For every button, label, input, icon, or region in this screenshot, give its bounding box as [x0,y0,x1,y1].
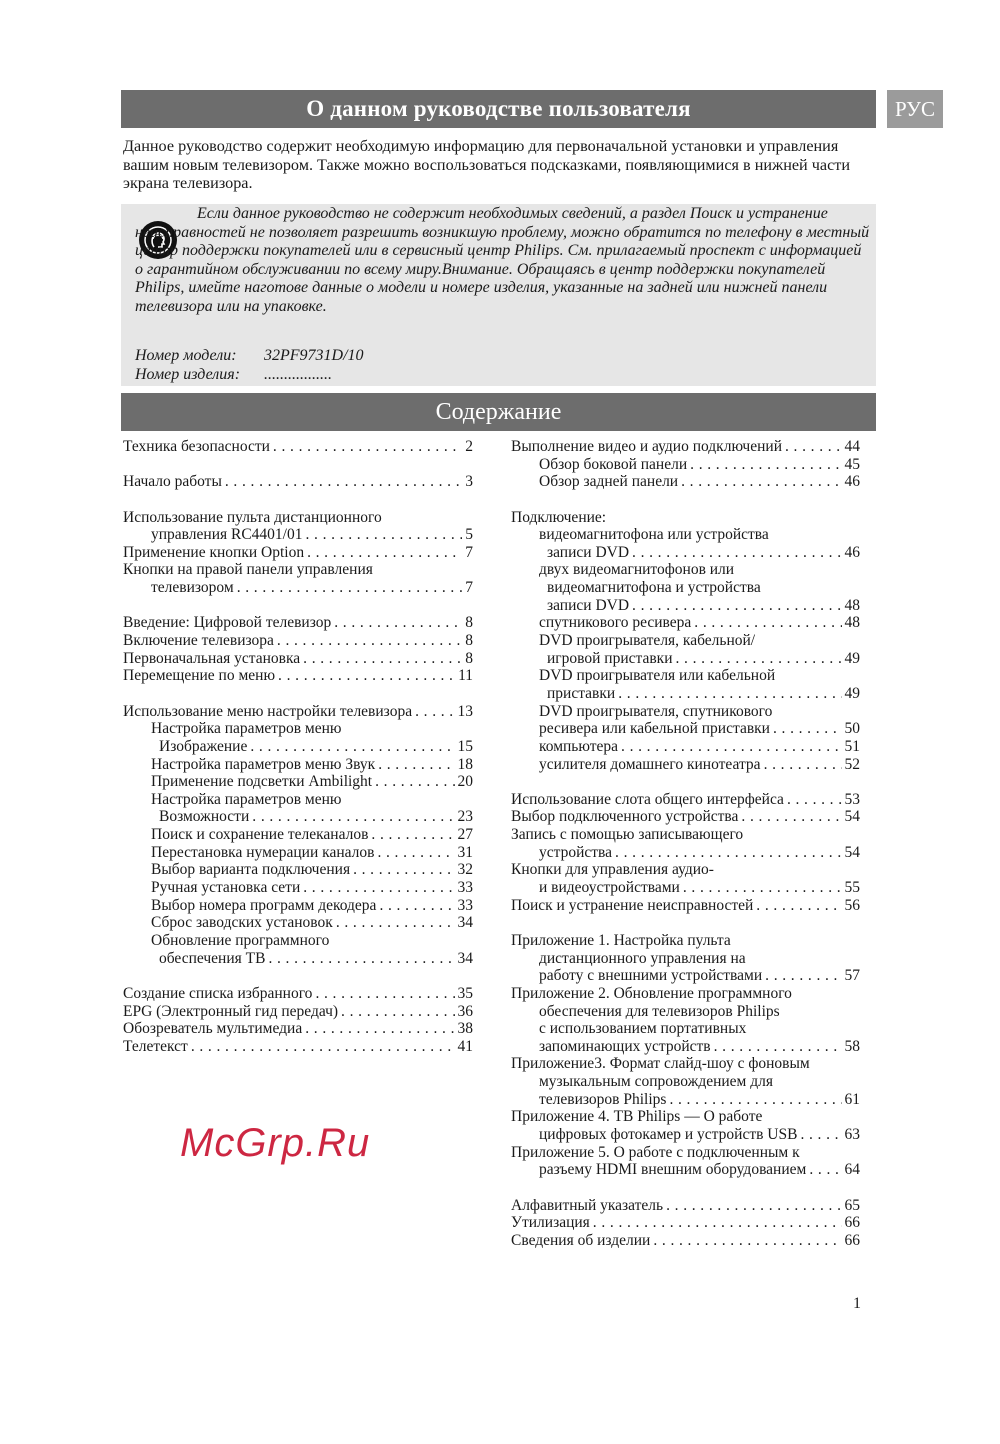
toc-entry-title: обеспечения ТВ [159,949,266,967]
toc-entry-title: Возможности [159,808,250,826]
toc-entry-page: 61 [844,1090,860,1108]
toc-spacer [511,914,860,932]
toc-entry[interactable] [123,791,473,809]
toc-entry-page: 54 [844,843,860,861]
toc-entry-title: Приложение 5. О работе с подключенным к [511,1143,800,1161]
toc-entry[interactable] [511,720,860,738]
dot-leader [787,791,842,809]
toc-entry[interactable] [123,509,473,527]
dot-leader [303,879,454,897]
toc-left-column [123,438,473,1055]
toc-right-column [511,438,860,1249]
toc-entry-title: Обзор боковой панели [539,455,688,473]
toc-entry-title: записи DVD [547,596,630,614]
toc-entry-page: 8 [465,632,473,650]
toc-entry-title: Выбор подключенного устройства [511,808,739,826]
dot-leader [191,1038,455,1056]
dot-leader [666,1197,841,1215]
toc-entry[interactable] [511,703,860,721]
toc-entry-page: 55 [844,879,860,897]
toc-entry[interactable] [511,950,860,968]
toc-entry[interactable] [511,1108,860,1126]
toc-entry[interactable] [511,650,860,668]
dot-leader [277,632,462,650]
toc-entry-page: 49 [844,684,860,702]
toc-entry-title: музыкальным сопровождением для [539,1073,773,1091]
toc-entry-page: 31 [457,843,473,861]
note-text: Если данное руководство не содержит необходимых сведений, а раздел Поиск и устранение неисправностей не позволяет разрешить возникшую проблему, можно обратится по телефону в местный центр поддержки покупателей или в сервисный центр Philips. См. прилагаемый проспект с информацией о гарантийном обслуживании по всему миру.Внимание. Обращаясь в центр поддержки покупателей Philips, имейте наготове данные о модели и номере изделия, указанные на задней или нижней панели телевизора или на упаковке. [135,205,870,315]
toc-entry[interactable] [123,438,473,456]
toc-spacer [123,685,473,703]
dot-leader [618,685,841,703]
dot-leader [303,650,462,668]
dot-leader [800,1126,841,1144]
toc-entry-page: 7 [465,543,473,561]
toc-entry[interactable] [511,597,860,615]
dot-leader [377,844,454,862]
toc-entry-title: цифровых фотокамер и устройств USB [539,1125,798,1143]
dot-leader [378,756,454,774]
watermark: McGrp.Ru [180,1121,371,1165]
toc-entry[interactable] [123,703,473,721]
toc-entry[interactable] [511,1232,860,1250]
dot-leader [765,967,841,985]
dot-leader [334,614,462,632]
contents-heading: Содержание [121,393,876,431]
dot-leader [379,897,454,915]
toc-entry-title: Запись с помощью записывающего [511,826,744,844]
toc-entry-page: 44 [844,438,860,455]
dot-leader [225,473,462,491]
toc-entry[interactable] [511,738,860,756]
toc-entry-title: Кнопки на правой панели управления [123,561,373,579]
toc-entry-title: устройства [539,843,613,861]
toc-entry-title: видеомагнитофона и устройства [547,579,761,597]
toc-entry-title: запоминающих устройств [539,1037,711,1055]
toc-entry-page: 7 [465,579,473,597]
intro-paragraph: Данное руководство содержит необходимую информацию для первоначальной установки и управления вашим новым телевизором. Также можно воспользоваться подсказками, появляющимися в нижней части экрана телевизора. [123,137,851,192]
dot-leader [773,720,842,738]
toc-entry-title: Обновление программного [151,931,330,949]
toc-entry-page: 32 [457,861,473,879]
toc-entry-title: разъему HDMI внешним оборудованием [539,1161,807,1179]
toc-entry-title: обеспечения для телевизоров Philips [539,1002,780,1020]
toc-entry-title: работу с внешними устройствами [539,967,763,985]
toc-entry-page: 65 [844,1196,860,1214]
toc-entry-title: Алфавитный указатель [511,1196,664,1214]
dot-leader [809,1161,841,1179]
toc-entry-title: Использование пульта дистанционного [123,508,382,526]
toc-entry-title: Настройка параметров меню Звук [151,755,376,773]
toc-spacer [511,491,860,509]
toc-entry-page: 56 [844,896,860,914]
toc-entry[interactable] [123,808,473,826]
dot-leader [593,1214,842,1232]
toc-entry-title: Изображение [159,737,248,755]
toc-entry[interactable] [123,1020,473,1038]
toc-entry[interactable] [511,1091,860,1109]
toc-spacer [511,773,860,791]
toc-entry-title: Введение: Цифровой телевизор [123,614,332,632]
dot-leader [305,526,462,544]
toc-entry[interactable] [511,1038,860,1056]
toc-entry-page: 36 [457,1002,473,1020]
toc-entry-title: Настройка параметров меню [151,790,342,808]
toc-entry[interactable] [123,650,473,668]
toc-entry-page: 11 [458,667,473,685]
dot-leader [669,1091,841,1109]
toc-entry-title: игровой приставки [547,649,673,667]
toc-entry[interactable] [123,844,473,862]
serial-value: ................. [264,365,332,383]
toc-entry-page: 48 [844,596,860,614]
toc-entry-title: Выполнение видео и аудио подключений [511,438,782,455]
dot-leader [694,614,841,632]
toc-entry-title: Применение кнопки Option [123,543,305,561]
toc-entry-page: 51 [844,737,860,755]
toc-entry-title: Поиск и сохранение телеканалов [151,826,369,844]
toc-entry-title: Первоначальная установка [123,649,301,667]
dot-leader [375,773,454,791]
toc-entry-page: 48 [844,614,860,632]
toc-entry-title: Приложение 4. ТВ Philips — О работе [511,1108,763,1126]
dot-leader [653,1232,841,1250]
page-number: 1 [853,1295,861,1312]
dot-leader [714,1038,842,1056]
model-value: 32PF9731D/10 [264,347,364,364]
toc-entry[interactable] [511,1020,860,1038]
toc-entry[interactable] [511,1214,860,1232]
toc-entry-page: 27 [457,826,473,844]
toc-entry[interactable] [511,861,860,879]
toc-entry[interactable] [511,614,860,632]
toc-entry[interactable] [511,509,860,527]
toc-entry-title: Приложение 2. Обновление программного [511,984,792,1002]
toc-entry-page: 63 [844,1125,860,1143]
toc-entry-page: 15 [457,737,473,755]
dot-leader [683,879,842,897]
toc-entry-page: 57 [844,967,860,985]
toc-entry[interactable] [123,667,473,685]
toc-entry[interactable] [511,685,860,703]
dot-leader [250,738,454,756]
dot-leader [756,897,841,915]
toc-entry-title: DVD проигрывателя или кабельной [539,667,776,685]
toc-entry[interactable] [511,897,860,915]
toc-entry-title: спутникового ресивера [539,614,692,632]
toc-entry[interactable] [511,579,860,597]
toc-entry-page: 23 [457,808,473,826]
toc-entry-title: усилителя домашнего кинотеатра [539,755,761,773]
toc-entry[interactable] [511,561,860,579]
toc-entry-title: Начало работы [123,473,222,491]
toc-entry[interactable] [123,897,473,915]
toc-entry[interactable] [511,932,860,950]
toc-entry-title: Обозреватель мультимедиа [123,1020,303,1038]
dot-leader [278,667,455,685]
toc-entry[interactable] [123,879,473,897]
toc-entry[interactable] [511,1003,860,1021]
toc-entry-title: EPG (Электронный гид передач) [123,1002,339,1020]
toc-entry[interactable] [123,738,473,756]
toc-entry[interactable] [123,932,473,950]
dot-leader [741,808,841,826]
toc-entry-page: 49 [844,649,860,667]
toc-entry[interactable] [511,1126,860,1144]
toc-entry[interactable] [123,861,473,879]
toc-entry[interactable] [123,950,473,968]
toc-entry-page: 46 [844,543,860,561]
dot-leader [305,1020,454,1038]
toc-entry-page: 34 [457,949,473,967]
toc-entry-title: телевизоров Philips [539,1090,667,1108]
toc-entry[interactable] [123,526,473,544]
support-note [121,204,876,386]
toc-entry-page: 41 [457,1037,473,1055]
toc-entry[interactable] [123,614,473,632]
toc-entry[interactable] [511,808,860,826]
toc-entry-title: Приложение 1. Настройка пульта [511,931,731,949]
toc-entry[interactable] [123,985,473,1003]
toc-spacer [123,967,473,985]
toc-entry-title: двух видеомагнитофонов или [539,561,735,579]
language-tab: РУС [887,90,943,128]
toc-entry-title: Техника безопасности [123,438,270,455]
toc-entry-page: 66 [844,1214,860,1232]
dot-leader [690,456,841,474]
toc-entry-title: Использование меню настройки телевизора [123,702,413,720]
toc-spacer [123,456,473,474]
toc-entry-page: 52 [844,755,860,773]
toc-entry[interactable] [511,844,860,862]
dot-leader [615,844,841,862]
toc-entry-title: Обзор задней панели [539,473,679,491]
toc-entry[interactable] [123,632,473,650]
toc-entry[interactable] [511,985,860,1003]
toc-entry[interactable] [511,1161,860,1179]
toc-entry-title: управления RC4401/01 [151,526,303,544]
toc-entry-title: Подключение: [511,508,607,526]
toc-entry-title: и видеоустройствами [539,879,680,897]
toc-entry-title: Выбор варианта подключения [151,861,351,879]
toc-entry-page: 46 [844,473,860,491]
toc-entry[interactable] [511,791,860,809]
dot-leader [764,756,842,774]
toc-entry-title: телевизором [151,579,234,597]
model-label: Номер модели: [135,347,237,364]
toc-entry-title: Поиск и устранение неисправностей [511,896,754,914]
toc-entry[interactable] [511,667,860,685]
toc-entry-title: приставки [547,684,616,702]
toc-entry-title: Использование слота общего интерфейса [511,790,784,808]
toc-entry[interactable] [123,914,473,932]
toc-entry[interactable] [123,544,473,562]
toc-entry[interactable] [123,1003,473,1021]
toc-entry[interactable] [511,967,860,985]
dot-leader [621,738,841,756]
dot-leader [632,597,841,615]
toc-entry[interactable] [123,756,473,774]
dot-leader [371,826,454,844]
toc-entry[interactable] [511,632,860,650]
toc-entry-page: 45 [844,455,860,473]
toc-entry-page: 13 [457,702,473,720]
toc-entry[interactable] [123,720,473,738]
dot-leader [315,985,454,1003]
toc-entry-title: Включение телевизора [123,632,274,650]
toc-entry-page: 53 [844,790,860,808]
toc-entry-page: 8 [465,649,473,667]
toc-entry[interactable] [511,473,860,491]
toc-entry-page: 64 [844,1161,860,1179]
toc-entry[interactable] [123,773,473,791]
dot-leader [268,950,454,968]
toc-entry-page: 33 [457,879,473,897]
dot-leader [415,703,454,721]
dot-leader [237,579,463,597]
toc-entry-page: 66 [844,1231,860,1249]
toc-entry-title: DVD проигрывателя, спутникового [539,702,773,720]
toc-entry[interactable] [511,456,860,474]
dot-leader [353,861,454,879]
toc-entry-title: компьютера [539,737,619,755]
toc-entry-page: 8 [465,614,473,632]
toc-entry-title: с использованием портативных [539,1020,747,1038]
toc-entry-title: Утилизация [511,1214,590,1232]
dot-leader [273,438,462,456]
toc-entry-title: Ручная установка сети [151,879,301,897]
toc-entry-title: записи DVD [547,543,630,561]
toc-entry[interactable] [123,826,473,844]
dot-leader [632,544,841,562]
dot-leader [341,1003,454,1021]
dot-leader [252,808,454,826]
toc-spacer [123,491,473,509]
toc-entry[interactable] [511,826,860,844]
dot-leader [336,914,455,932]
toc-entry-title: видеомагнитофона или устройства [539,526,769,544]
toc-entry-page: 35 [457,984,473,1002]
toc-entry-title: Выбор номера программ декодера [151,896,377,914]
toc-entry-page: 18 [457,755,473,773]
dot-leader [785,438,842,456]
toc-entry[interactable] [123,1038,473,1056]
toc-entry-title: Телетекст [123,1037,188,1055]
toc-entry-title: Сведения об изделии [511,1231,651,1249]
toc-entry[interactable] [123,473,473,491]
toc-entry-title: Перемещение по меню [123,667,276,685]
toc-entry-page: 38 [457,1020,473,1038]
toc-entry[interactable] [511,1055,860,1073]
dot-leader [676,650,842,668]
toc-entry[interactable] [511,1197,860,1215]
toc-entry-title: Настройка параметров меню [151,720,342,738]
toc-entry-title: Приложение3. Формат слайд-шоу с фоновым [511,1055,810,1073]
toc-spacer [511,1179,860,1197]
model-info [135,347,364,384]
toc-entry-title: DVD проигрывателя, кабельной/ [539,632,756,650]
toc-entry-title: ресивера или кабельной приставки [539,720,770,738]
toc-entry[interactable] [123,579,473,597]
page-title: О данном руководстве пользователя [121,90,876,128]
serial-label: Номер изделия: [135,365,241,383]
toc-entry[interactable] [511,879,860,897]
toc-entry-page: 2 [465,438,473,455]
toc-entry-page: 5 [465,526,473,544]
toc-entry[interactable] [511,1073,860,1091]
toc-entry-page: 20 [457,773,473,791]
toc-spacer [123,597,473,615]
toc-entry-page: 50 [844,720,860,738]
toc-entry[interactable] [511,438,860,456]
toc-entry[interactable] [511,544,860,562]
dot-leader [307,544,462,562]
toc-entry-page: 58 [844,1037,860,1055]
toc-entry-page: 34 [457,914,473,932]
toc-entry[interactable] [511,1144,860,1162]
toc-entry-title: Кнопки для управления аудио- [511,861,714,879]
toc-entry-title: Сброс заводских установок [151,914,333,932]
toc-entry-title: Применение подсветки Ambilight [151,773,373,791]
toc-entry-page: 3 [465,473,473,491]
toc-entry[interactable] [511,526,860,544]
dot-leader [681,473,841,491]
toc-entry-title: дистанционного управления на [539,949,746,967]
toc-entry-title: Создание списка избранного [123,984,313,1002]
toc-entry-page: 54 [844,808,860,826]
toc-entry-title: Перестановка нумерации каналов [151,843,375,861]
toc-entry[interactable] [123,561,473,579]
toc-entry[interactable] [511,756,860,774]
toc-entry-page: 33 [457,896,473,914]
